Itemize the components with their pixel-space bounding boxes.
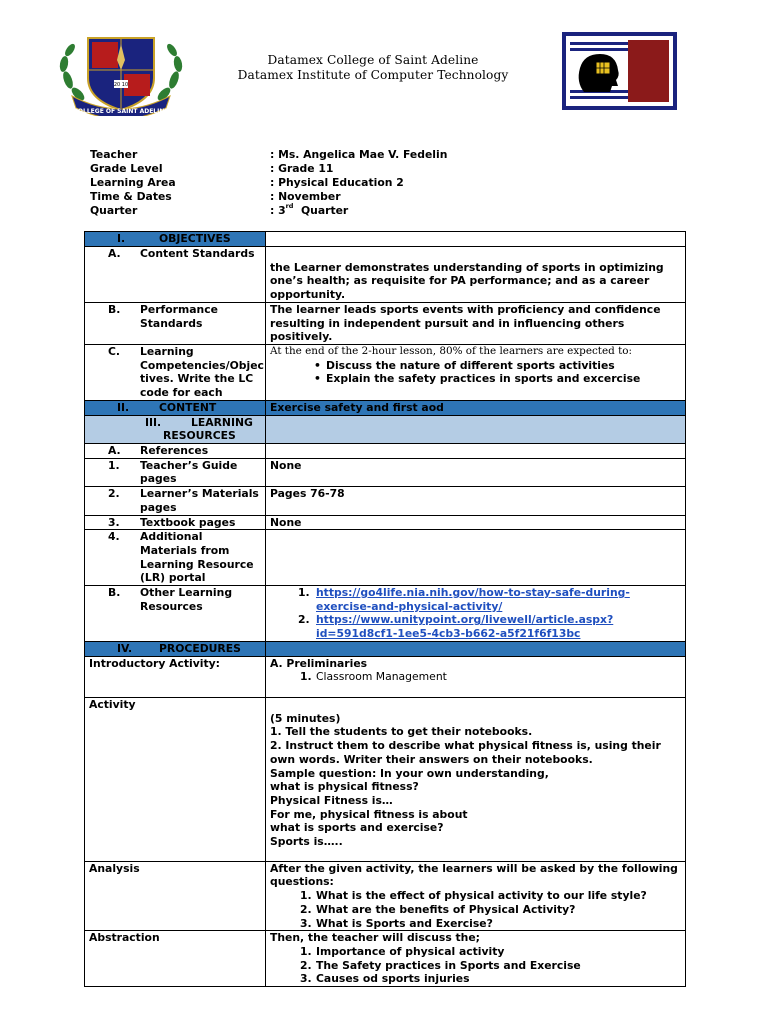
activity-line: Sample question: In your own understanding, xyxy=(270,766,549,780)
row-other-resources: B. Other Learning Resources 1. https://go4life.nia.nih.gov/how-to-stay-safe-during-exercise-and-physical-activity/ 2. https://www.unitypoint.org/livewell/article.aspx?id=591d8cf1-1ee5-4cb3-b662-a5f21f6f13bc xyxy=(85,586,686,642)
row-label: Introductory Activity: xyxy=(85,656,266,697)
info-value: : 3rd Quarter xyxy=(270,202,349,217)
list-item: 2. https://www.unitypoint.org/livewell/article.aspx?id=591d8cf1-1ee5-4cb3-b662-a5f21f6f13bc xyxy=(298,613,614,641)
row-additional-materials: 4. Additional Materials from Learning Resource (LR) portal xyxy=(85,530,686,586)
college-name: Datamex College of Saint Adeline xyxy=(267,53,479,67)
info-label: Quarter xyxy=(90,204,138,217)
activity-line: 1. Tell the students to get their notebooks. xyxy=(270,725,533,739)
abstraction-intro: Then, the teacher will discuss the; xyxy=(270,931,480,945)
row-label: Content Standards xyxy=(140,246,255,260)
row-abstraction xyxy=(85,931,686,987)
row-teachers-guide: 1. Teacher’s Guide pages None xyxy=(85,458,686,486)
competency-intro: At the end of the 2-hour lesson, 80% of the learners are expected to: xyxy=(270,344,633,357)
row-value: None xyxy=(266,458,686,486)
section-procedures: IV. PROCEDURES xyxy=(85,642,686,657)
list-item: 3. Causes od sports injuries xyxy=(300,972,470,986)
info-value: : Ms. Angelica Mae V. Fedelin xyxy=(270,148,448,161)
seal-icon xyxy=(58,30,184,116)
row-performance-standards: B. Performance Standards The learner leads sports events with proficiency and confidence resulting in independent pursuit and in influencing others positively. xyxy=(85,302,686,344)
activity-line: what is sports and exercise? xyxy=(270,821,444,835)
section-objectives: I. OBJECTIVES xyxy=(85,232,686,247)
analysis-intro: After the given activity, the learners will be asked by the following questions: xyxy=(270,861,678,889)
info-label: Teacher xyxy=(90,148,138,161)
list-item: • Explain the safety practices in sports and excercise xyxy=(270,372,681,386)
head-chip-icon xyxy=(562,32,677,110)
row-introductory-activity xyxy=(85,656,686,697)
row-value: the Learner demonstrates understanding of sports in optimizing one’s health; as requisite for PA performance; and as a career opportunity. xyxy=(270,260,664,302)
row-label: Learning Competencies/Objec tives. Write the LC code for each xyxy=(140,344,264,400)
activity-line: what is physical fitness? xyxy=(270,780,419,794)
info-value: : Grade 11 xyxy=(270,162,334,175)
info-label: Time & Dates xyxy=(90,190,172,203)
row-content-standards: A. Content Standards the Learner demonstrates understanding of sports in optimizing one’s health; as requisite for PA performance; and as a career opportunity. xyxy=(85,246,686,302)
activity-line: Physical Fitness is… xyxy=(270,793,393,807)
row-label: Abstraction xyxy=(85,931,266,987)
row-value: The learner leads sports events with proficiency and confidence resulting in independent pursuit and in influencing others positively. xyxy=(266,302,686,344)
activity-line: 2. Instruct them to describe what physical fitness is, using their own words. Writer their answers on their notebooks. xyxy=(270,739,661,766)
svg-text:20 10: 20 10 xyxy=(113,82,129,88)
row-label: Other Learning Resources xyxy=(140,586,233,613)
section-learning-resources: III. LEARNING RESOURCES xyxy=(85,415,686,443)
info-label: Grade Level xyxy=(90,162,163,175)
resource-link[interactable]: https://www.unitypoint.org/livewell/article.aspx?id=591d8cf1-1ee5-4cb3-b662-a5f21f6f13bc xyxy=(316,613,614,641)
row-competencies: C. Learning Competencies/Objec tives. Write the LC code for each At the end of the 2-hour lesson, 80% of the learners are expected to: • Discuss the nature of different sports activities • Explain the safety practices in sports and excercise xyxy=(85,344,686,400)
section-title: CONTENT xyxy=(159,400,217,414)
row-textbook-pages: 3. Textbook pages None xyxy=(85,515,686,530)
intro-heading: A. Preliminaries xyxy=(270,656,368,670)
section-title: PROCEDURES xyxy=(159,642,241,656)
svg-text:COLLEGE OF SAINT ADELINE: COLLEGE OF SAINT ADELINE xyxy=(73,108,169,115)
content-value: Exercise safety and first aod xyxy=(266,400,686,415)
row-value: None xyxy=(266,515,686,530)
row-value: Pages 76-78 xyxy=(266,487,686,515)
section-content: II. CONTENT Exercise safety and first aod xyxy=(85,400,686,415)
row-label: Learner’s Materials pages xyxy=(140,487,259,514)
list-item: 1. Classroom Management xyxy=(300,670,447,684)
college-seal-logo xyxy=(58,30,184,116)
list-item: 3. What is Sports and Exercise? xyxy=(300,916,493,930)
list-item: 1. https://go4life.nia.nih.gov/how-to-stay-safe-during-exercise-and-physical-activity/ xyxy=(298,586,630,613)
resource-link[interactable]: https://go4life.nia.nih.gov/how-to-stay-safe-during-exercise-and-physical-activity/ xyxy=(316,586,630,613)
activity-line: (5 minutes) xyxy=(270,711,341,725)
institute-name: Datamex Institute of Computer Technology xyxy=(237,68,509,82)
row-label: References xyxy=(140,444,209,458)
activity-line: For me, physical fitness is about xyxy=(270,807,468,821)
list-item: 2. What are the benefits of Physical Activity? xyxy=(300,902,576,916)
institute-logo xyxy=(562,32,677,110)
info-label: Learning Area xyxy=(90,176,176,189)
section-title: LEARNING RESOURCES xyxy=(163,415,253,443)
list-item: 1. What is the effect of physical activity to our life style? xyxy=(300,889,647,903)
row-analysis xyxy=(85,861,686,931)
info-value: : Physical Education 2 xyxy=(270,176,404,189)
activity-line: Sports is….. xyxy=(270,835,343,849)
list-item: • Discuss the nature of different sports activities xyxy=(270,359,681,373)
row-references: A. References xyxy=(85,444,686,459)
row-label: Analysis xyxy=(85,861,266,931)
list-item: 2. The Safety practices in Sports and Exercise xyxy=(300,958,581,972)
list-item: 1. Importance of physical activity xyxy=(300,944,505,958)
row-label: Performance Standards xyxy=(140,302,218,330)
row-label: Teacher’s Guide pages xyxy=(140,458,238,486)
row-label: Textbook pages xyxy=(140,515,236,529)
row-activity xyxy=(85,697,686,861)
lesson-plan-table xyxy=(84,231,686,987)
section-title: OBJECTIVES xyxy=(159,232,231,245)
row-learners-materials: 2. Learner’s Materials pages Pages 76-78 xyxy=(85,487,686,515)
row-label: Additional Materials from Learning Resource (LR) portal xyxy=(140,530,254,585)
school-header xyxy=(190,53,556,83)
info-value: : November xyxy=(270,190,341,203)
row-label: Activity xyxy=(85,697,266,861)
